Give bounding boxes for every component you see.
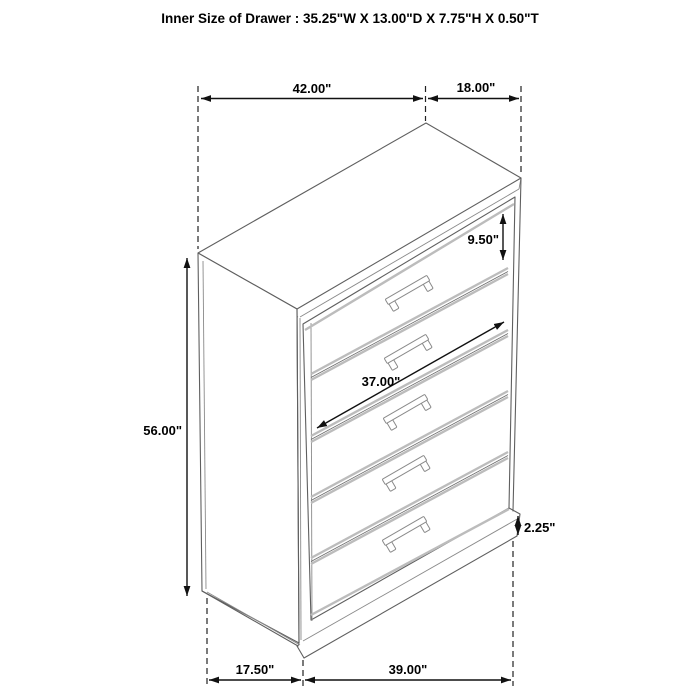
dimension-label: 37.00" [361, 374, 401, 389]
dimension-floor-width [305, 662, 511, 680]
dimension-label: 18.00" [456, 80, 496, 95]
dimension-top-width [201, 81, 423, 99]
chest-side-panel [198, 253, 299, 643]
dimension-label: 42.00" [292, 81, 332, 96]
dimension-floor-depth [209, 662, 301, 680]
chest-drawing [198, 123, 521, 658]
dimension-base-height [518, 516, 555, 535]
dimension-label: 17.50" [235, 662, 275, 677]
dimension-label: 39.00" [388, 662, 428, 677]
dimension-top-depth [428, 80, 519, 99]
dimension-label: 2.25" [524, 520, 556, 535]
dimension-height [143, 258, 187, 596]
front-left-stile-line [300, 318, 301, 640]
dimension-label: 56.00" [143, 423, 182, 438]
diagram-title: Inner Size of Drawer : 35.25"W X 13.00"D X 7.75"H X 0.50"T [161, 11, 539, 26]
dimension-label: 9.50" [467, 232, 499, 247]
